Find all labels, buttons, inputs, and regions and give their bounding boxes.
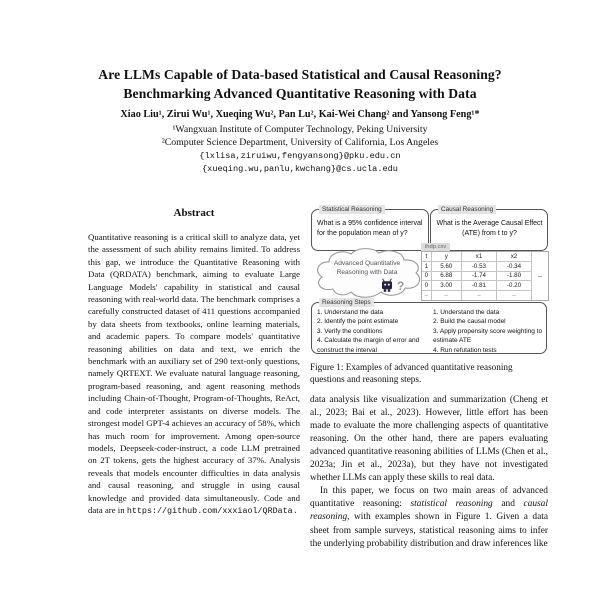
statistical-reasoning-label: Statistical Reasoning [319, 205, 385, 214]
table-cell: -1.80 [496, 271, 531, 281]
intro-p2-text: In this paper, we focus on two main areas of advanced quantitative reasoning: [310, 486, 548, 510]
step-item: 4. Calculate the margin of error and construct the interval [317, 337, 420, 354]
step-item: 3. Verify the conditions [317, 327, 383, 335]
author-line: Xiao Liu¹, Zirui Wu¹, Xueqing Wu², Pan Lu², Kai-Wei Chang² and Yansong Feng¹* [120, 109, 480, 120]
table-cell: -0.53 [461, 261, 496, 271]
table-cell: – [431, 291, 461, 300]
cloud-text-line2: Reasoning with Data [336, 268, 398, 276]
col-header: t [422, 252, 431, 261]
cloud-text [311, 260, 423, 277]
col-header: y [431, 252, 461, 261]
figure-1 [310, 203, 548, 356]
causal-steps-list [433, 308, 543, 355]
step-item: 2. Identify the point estimate [317, 318, 399, 326]
statistical-reasoning-box [311, 206, 429, 251]
step-item: 3. Apply propensity score weighting to estimate ATE [433, 327, 543, 345]
intro-paragraph-2 [310, 485, 548, 550]
abstract-section [88, 207, 300, 517]
table-cell: 0 [422, 281, 431, 291]
paper-title-line2: Benchmarking Advanced Quantitative Reasoning with Data [123, 85, 477, 101]
robot-icon [379, 278, 395, 293]
abstract-body-text: Quantitative reasoning is a critical skill to analyze data, yet the assessment of such ability remains limited. To address this gap, we introduce the Quantitative Reasoning with Data (QRDATA) benchmark, aiming to evaluate Large Language Models' capability in statistical and causal reasoning with real-world data. The benchmark comprises a carefully constructed dataset of 411 questions accompanied by data sheets from textbooks, online learning materials, and academic papers. To compare models' quantitative reasoning abilities on data and text, we enrich the benchmark with an auxiliary set of 290 text-only questions, namely QRTEXT. We evaluate natural language reasoning, program-based reasoning, and agent reasoning methods including Chain-of-Thought, Program-of-Thoughts, ReAct, and code interpreter assistants on diverse models. The strongest model GPT-4 achieves an accuracy of 58%, which has much room for improvement. Among open-source models, Deepseek-coder-instruct, a code LLM pretrained on 2T tokens, gets the highest accuracy of 37%. Analysis reveals that models encounter difficulties in data analysis and causal reasoning, and struggle in using causal knowledge and provided data simultaneously. Code and data are in [88, 232, 300, 515]
reasoning-steps-box [311, 299, 547, 354]
csv-filename-tab: ihdp.csv [421, 243, 450, 251]
table-cell: 5.60 [431, 261, 461, 271]
author-emails [0, 150, 600, 176]
intro-p2-text: and [492, 499, 524, 510]
step-item: 2. Build the causal model [433, 318, 506, 326]
intro-p2-text: , with examples shown in Figure 1. Given a data sheet from sample surveys, statistical reasoning aims to infer the underlying probability distribution and draw inferences like [310, 512, 548, 549]
table-cell: 3.00 [431, 281, 461, 291]
statistical-steps-list [317, 308, 427, 355]
intro-p2-italic-causal: causal reasoning [310, 499, 548, 523]
col-header: x2 [496, 252, 531, 261]
intro-paragraph-1: data analysis like visualization and summarization (Cheng et al., 2023; Bai et al., 2023). However, little effort has been made to evaluate the more challenging aspects of quantitative reasoning. On the other hand, there are papers evaluating advanced quantitative reasoning abilities of LLMs (Chen et al., 2023a; Jin et al., 2023a), but they have not investigated whether LLMs can apply these skills to real data. [310, 394, 548, 484]
table-ellipsis-row [422, 291, 532, 300]
table-cell: – [422, 291, 431, 300]
table-cell: 6.88 [431, 271, 461, 281]
table-header-row [422, 252, 532, 261]
col-header: x1 [461, 252, 496, 261]
affiliations [0, 123, 600, 150]
thought-cloud [311, 247, 425, 303]
table-cell: -1.74 [461, 271, 496, 281]
paper-title-line1: Are LLMs Capable of Data-based Statistical and Causal Reasoning? [98, 67, 502, 82]
table-row [422, 281, 532, 291]
table-cell: -0.20 [496, 281, 531, 291]
step-item: 4. Run refutation tests [433, 346, 497, 354]
table-cell: -0.34 [496, 261, 531, 271]
steps-columns [312, 303, 546, 357]
table-row [422, 261, 532, 271]
more-columns-indicator: – [538, 272, 542, 280]
table-cell: 0 [422, 271, 431, 281]
table-cell: – [461, 291, 496, 300]
reasoning-steps-label: Reasoning Steps [319, 298, 374, 307]
abstract-heading: Abstract [173, 207, 215, 219]
causal-question: What is the Average Causal Effect (ATE) from t to y? [436, 220, 543, 237]
robot-question-group [379, 278, 404, 293]
github-link[interactable]: https://github.com/xxxiaol/QRData. [126, 505, 298, 516]
intro-p2-italic-statistical: statistical reasoning [410, 499, 493, 510]
right-column [310, 203, 548, 551]
step-item: 1. Understand the data [317, 309, 384, 316]
step-item: 1. Understand the data [433, 309, 500, 316]
csv-table [422, 252, 532, 300]
question-mark: ? [397, 278, 405, 293]
table-cell: – [496, 291, 531, 300]
data-table [421, 251, 549, 301]
table-cell: -0.81 [461, 281, 496, 291]
email-line-2: {xueqing.wu,panlu,kwchang}@cs.ucla.edu [202, 164, 398, 175]
affiliation-1: ¹Wangxuan Institute of Computer Technology, Peking University [172, 124, 428, 135]
cloud-text-line1: Advanced Quantitative [333, 260, 401, 267]
table-cell: 1 [422, 261, 431, 271]
affiliation-2: ²Computer Science Department, University of California, Los Angeles [161, 137, 439, 149]
figure-caption: Figure 1: Examples of advanced quantitative reasoning questions and reasoning steps. [310, 362, 513, 384]
statistical-question: What is a 95% confidence interval for the population mean of y? [317, 220, 423, 237]
paper-title [0, 66, 600, 103]
table-row [422, 271, 532, 281]
abstract-text [88, 231, 300, 517]
causal-reasoning-label: Causal Reasoning [438, 205, 496, 214]
email-line-1: {lxlisa,ziruiwu,fengyansong}@pku.edu.cn [199, 151, 401, 161]
